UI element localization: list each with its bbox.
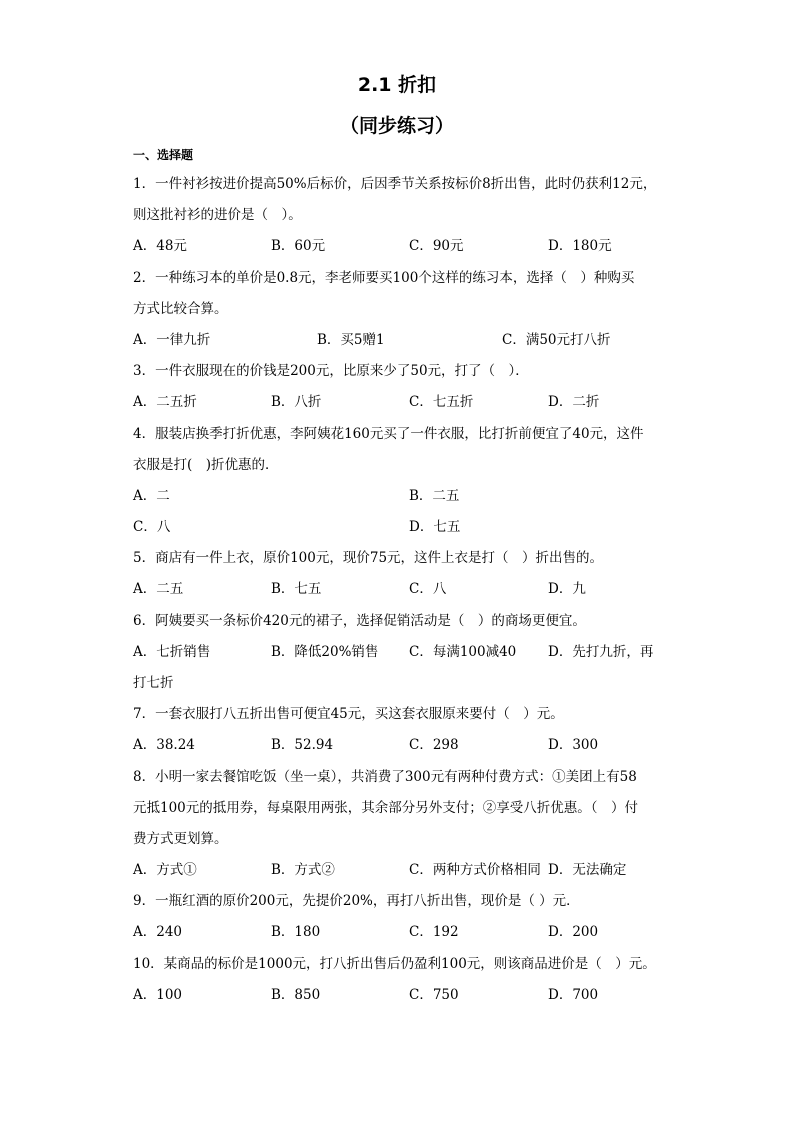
question-8-option-c: C．两种方式价格相同 — [409, 862, 541, 878]
question-10-option-b: B．850 — [271, 987, 321, 1003]
page-subtitle: （同步练习） — [339, 115, 454, 137]
question-10-option-a: A．100 — [133, 987, 183, 1003]
question-6-option-a: A．七折销售 — [133, 644, 211, 660]
question-7-option-d: D．300 — [548, 737, 599, 753]
question-1-line-1: 1．一件衬衫按进价提高50%后标价，后因季节关系按标价8折出售，此时仍获利12元， — [133, 176, 657, 192]
question-9-option-b: B．180 — [271, 924, 321, 940]
question-9-option-c: C．192 — [409, 924, 459, 940]
question-5-line-1: 5．商店有一件上衣，原价100元，现价75元，这件上衣是打（ ）折出售的。 — [133, 550, 604, 566]
question-10-option-c: C．750 — [409, 987, 459, 1003]
question-9-option-d: D．200 — [548, 924, 599, 940]
question-3-option-b: B．八折 — [271, 394, 322, 410]
question-7-option-a: A．38.24 — [133, 737, 195, 753]
question-3-option-a: A．二五折 — [133, 394, 197, 410]
page-title: 2.1 折扣 — [357, 74, 437, 96]
question-7-option-b: B．52.94 — [271, 737, 334, 753]
question-10-option-d: D．700 — [548, 987, 599, 1003]
question-4-line-1: 4．服装店换季打折优惠，李阿姨花160元买了一件衣服，比打折前便宜了40元，这件 — [133, 426, 644, 442]
question-6-line-1: 6．阿姨要买一条标价420元的裙子，选择促销活动是（ ）的商场更便宜。 — [133, 613, 586, 629]
question-1-line-2: 则这批衬衫的进价是（ ）。 — [133, 207, 302, 223]
question-1-option-b: B．60元 — [271, 238, 326, 254]
question-4-option-d: D．七五 — [409, 519, 461, 535]
question-5-option-d: D．九 — [548, 581, 586, 597]
question-1-option-a: A．48元 — [133, 238, 187, 254]
question-3-option-d: D．二折 — [548, 394, 600, 410]
question-4-option-c: C．八 — [133, 519, 171, 535]
question-2-line-2: 方式比较合算。 — [133, 301, 228, 317]
question-5-option-b: B．七五 — [271, 581, 322, 597]
question-3-line-1: 3．一件衣服现在的价钱是200元，比原来少了50元，打了（ ）． — [133, 363, 529, 379]
question-6-option-c: C．每满100减40 — [409, 644, 517, 660]
question-9-line-1: 9．一瓶红酒的原价200元，先提价20%，再打八折出售，现价是（ ）元． — [133, 893, 580, 909]
section-heading: 一、选择题 — [133, 148, 194, 162]
question-8-option-d: D．无法确定 — [548, 862, 627, 878]
question-4-option-b: B．二五 — [409, 488, 460, 504]
question-8-option-b: B．方式② — [271, 862, 335, 878]
question-3-option-c: C．七五折 — [409, 394, 474, 410]
question-7-option-c: C．298 — [409, 737, 459, 753]
question-8-line-2: 元抵100元的抵用券，每桌限用两张，其余部分另外支付；②享受八折优惠。（ ）付 — [133, 800, 639, 816]
question-1-option-d: D．180元 — [548, 238, 612, 254]
question-6-option-d: D．先打九折，再 — [548, 644, 654, 660]
question-4-option-a: A．二 — [133, 488, 170, 504]
question-2-option-b: B．买5赠1 — [317, 332, 385, 348]
question-1-option-c: C．90元 — [409, 238, 464, 254]
question-8-line-3: 费方式更划算。 — [133, 831, 228, 847]
question-2-option-c: C．满50元打八折 — [502, 332, 611, 348]
question-9-option-a: A．240 — [133, 924, 183, 940]
question-7-line-1: 7．一套衣服打八五折出售可便宜45元，买这套衣服原来要付（ ）元。 — [133, 706, 564, 722]
question-10-line-1: 10．某商品的标价是1000元，打八折出售后仍盈利100元，则该商品进价是（ ）元。 — [133, 956, 656, 972]
question-5-option-a: A．二五 — [133, 581, 184, 597]
question-2-option-a: A．一律九折 — [133, 332, 211, 348]
question-5-option-c: C．八 — [409, 581, 447, 597]
question-8-line-1: 8．小明一家去餐馆吃饭（坐一桌），共消费了300元有两种付费方式：①美团上有58 — [133, 769, 637, 785]
question-6-option-b: B．降低20%销售 — [271, 644, 379, 660]
question-4-line-2: 衣服是打( )折优惠的． — [133, 457, 279, 473]
question-2-line-1: 2．一种练习本的单价是0.8元，李老师要买100个这样的练习本，选择（ ）种购买 — [133, 270, 635, 286]
question-6-option-d-continued: 打七折 — [133, 675, 174, 691]
question-8-option-a: A．方式① — [133, 862, 197, 878]
